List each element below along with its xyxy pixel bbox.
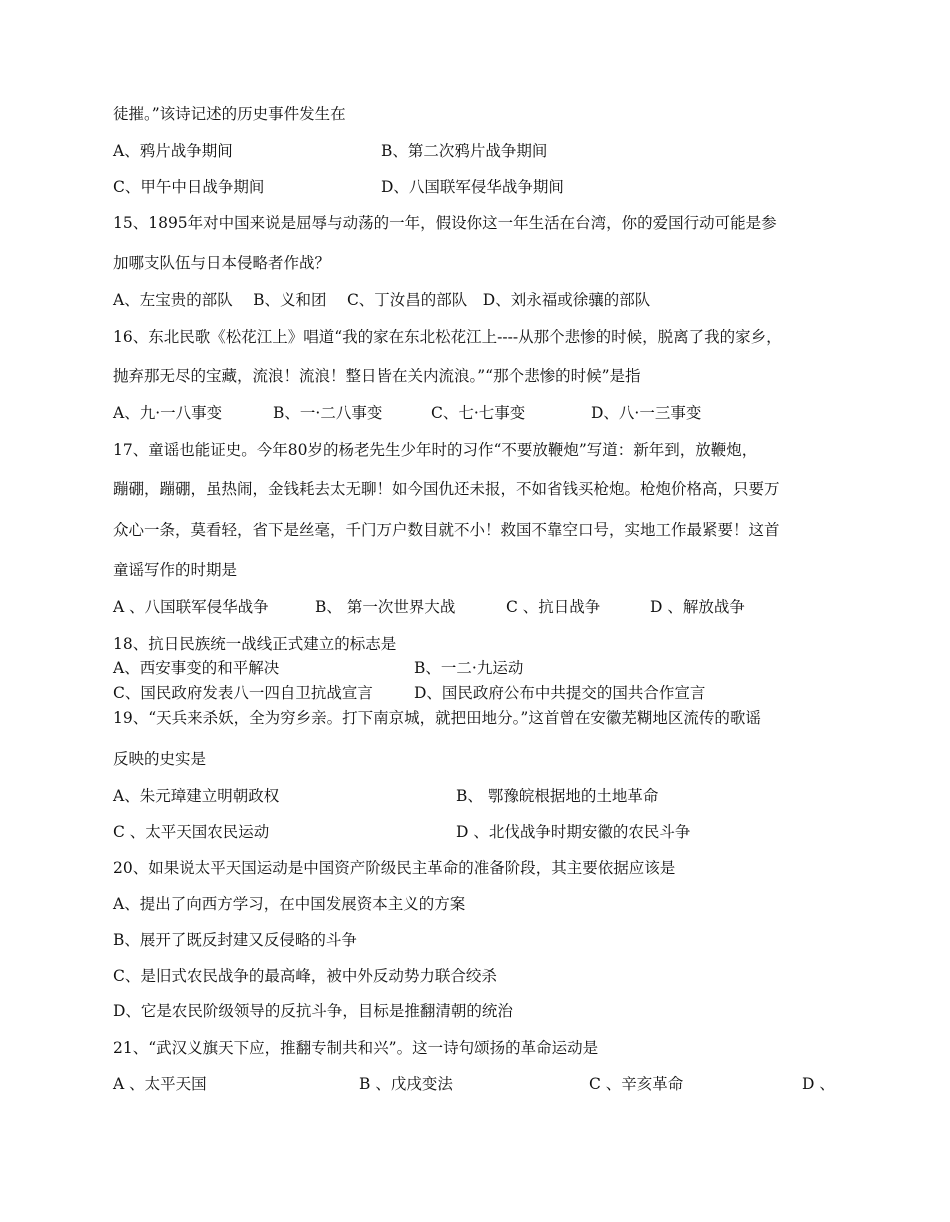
option-a: A、提出了向西方学习，在中国发展资本主义的方案: [113, 895, 466, 913]
option-d: D、它是农民阶级领导的反抗斗争，目标是推翻清朝的统治: [113, 1002, 513, 1020]
option-c: C 、抗日战争: [506, 598, 601, 616]
text-line: 徒摧。”该诗记述的历史事件发生在: [113, 105, 346, 123]
option-b: B、 鄂豫皖根据地的土地革命: [456, 787, 659, 805]
option-a: A、朱元璋建立明朝政权: [113, 787, 280, 805]
question-17-line: 蹦硼，蹦硼，虽热闹，金钱耗去太无聊！如今国仇还未报，不如省钱买枪炮。枪炮价格高，只要万: [113, 480, 780, 498]
question-19-line: 反映的史实是: [113, 750, 207, 768]
option-b: B、一·二八事变: [273, 404, 383, 422]
option-b: B、 第一次世界大战: [315, 598, 456, 616]
option-c: C 、太平天国农民运动: [113, 823, 270, 841]
question-20-line: 20、如果说太平天国运动是中国资产阶级民主革命的准备阶段，其主要依据应该是: [113, 859, 676, 877]
option-a: A、鸦片战争期间: [113, 142, 233, 160]
question-18-line: 18、抗日民族统一战线正式建立的标志是: [113, 635, 397, 653]
option-c: C、甲午中日战争期间: [113, 178, 265, 196]
option-b: B 、戊戌变法: [359, 1075, 453, 1093]
option-a: A、西安事变的和平解决: [113, 659, 280, 677]
question-16-line: 16、东北民歌《松花江上》唱道“我的家在东北松花江上----从那个悲惨的时候，脱离了我的家乡，: [113, 328, 782, 346]
question-16-line: 抛弃那无尽的宝藏，流浪！流浪！整日皆在关内流浪。”“那个悲惨的时候”是指: [113, 367, 641, 385]
option-d: D 、: [802, 1075, 835, 1093]
option-d: D、八·一三事变: [591, 404, 702, 422]
question-19-line: 19、“天兵来杀妖，全为穷乡亲。打下南京城，就把田地分。”这首曾在安徽芜糊地区流传的歌谣: [113, 709, 761, 727]
option-d: D、八国联军侵华战争期间: [381, 178, 564, 196]
question-17-line: 众心一条，莫看轻，省下是丝毫，千门万户数目就不小！救国不靠空口号，实地工作最紧要！这首: [113, 521, 780, 539]
question-15-line: 加哪支队伍与日本侵略者作战？: [113, 254, 331, 272]
option-b: B、展开了既反封建又反侵略的斗争: [113, 931, 357, 949]
question-17-line: 童谣写作的时期是: [113, 561, 238, 579]
option-a: A 、八国联军侵华战争: [113, 598, 269, 616]
option-c: C、七·七事变: [431, 404, 526, 422]
option-b: B、一二·九运动: [414, 659, 524, 677]
option-a: A 、太平天国: [113, 1075, 207, 1093]
option-b: B、第二次鸦片战争期间: [381, 142, 548, 160]
option-d: D、国民政府公布中共提交的国共合作宣言: [414, 684, 706, 702]
option-c: C、国民政府发表八一四自卫抗战宣言: [113, 684, 373, 702]
question-15-line: 15、1895年对中国来说是屈辱与动荡的一年，假设你这一年生活在台湾，你的爱国行动可能是参: [113, 214, 777, 232]
question-17-line: 17、童谣也能证史。今年80岁的杨老先生少年时的习作“不要放鞭炮”写道：新年到，放鞭炮，: [113, 441, 758, 459]
question-21-line: 21、“武汉义旗天下应，推翻专制共和兴”。这一诗句颂扬的革命运动是: [113, 1039, 599, 1057]
option-c: C、是旧式农民战争的最高峰，被中外反动势力联合绞杀: [113, 967, 497, 985]
option-a: A、九·一八事变: [113, 404, 223, 422]
question-15-options: A、左宝贵的部队 B、义和团 C、丁汝昌的部队 D、刘永福或徐骧的部队: [113, 291, 651, 309]
option-c: C 、辛亥革命: [589, 1075, 684, 1093]
option-d: D 、北伐战争时期安徽的农民斗争: [456, 823, 691, 841]
option-d: D 、解放战争: [650, 598, 745, 616]
